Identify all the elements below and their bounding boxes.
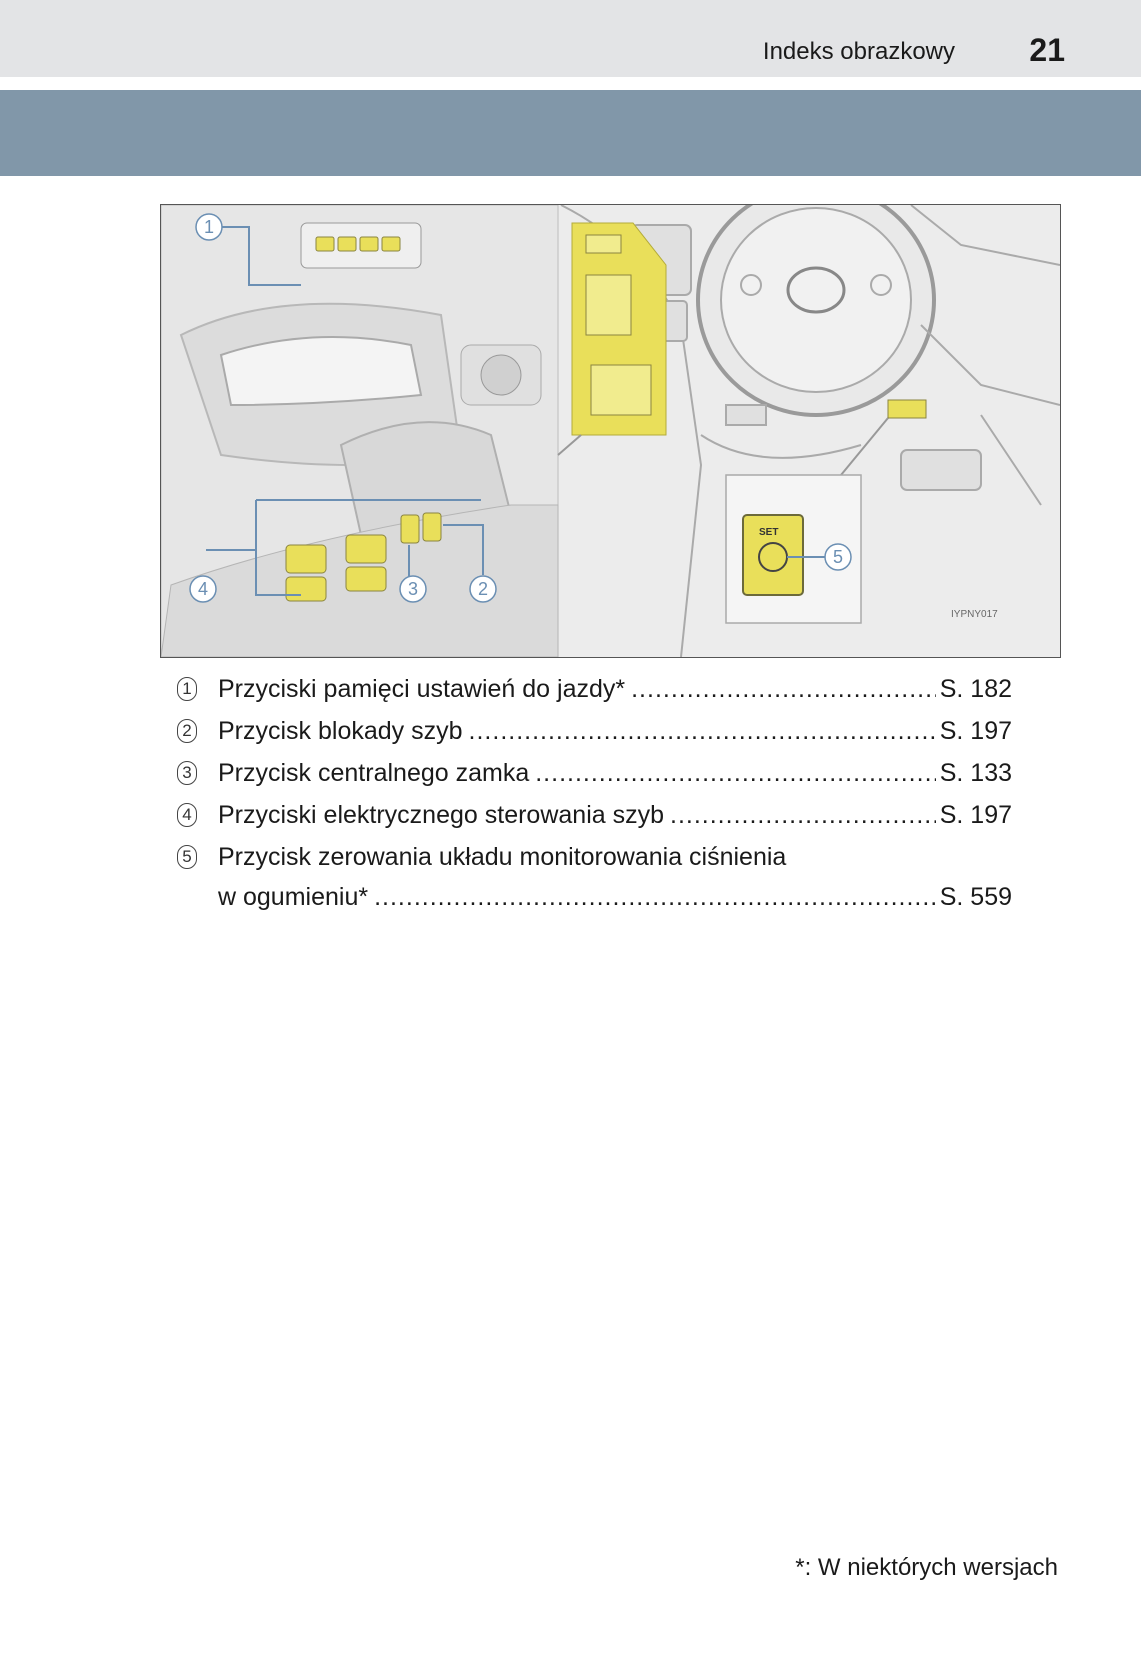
section-color-band <box>0 90 1141 176</box>
tpms-inset <box>726 475 861 623</box>
page-number: 21 <box>1029 32 1065 68</box>
page-reference[interactable]: S. 133 <box>939 759 1012 787</box>
footnote: *: W niektórych wersjach <box>795 1554 1058 1581</box>
item-label: Przycisk centralnego zamka <box>218 759 530 787</box>
item-number: 5 <box>177 845 197 869</box>
leader-dots <box>374 876 936 918</box>
item-number: 1 <box>177 677 197 701</box>
page-reference[interactable]: S. 197 <box>939 717 1012 745</box>
page-reference[interactable]: S. 559 <box>939 883 1012 911</box>
interior-illustration <box>160 204 1061 658</box>
item-label: Przyciski elektrycznego sterowania szyb <box>218 801 664 829</box>
top-header-bar <box>0 0 1141 77</box>
item-number: 4 <box>177 803 197 827</box>
set-button-label: SET <box>759 527 779 538</box>
list-item <box>177 668 1012 710</box>
list-item <box>177 794 1012 836</box>
section-title: Indeks obrazkowy <box>762 38 955 65</box>
highlight-door-switch <box>558 223 666 455</box>
item-number: 3 <box>177 761 197 785</box>
leader-dots <box>670 794 936 836</box>
door-panel-inset <box>161 205 558 657</box>
index-list <box>177 668 1012 916</box>
callout-2: 2 <box>477 579 489 599</box>
list-item <box>177 752 1012 794</box>
item-label: Przyciski pamięci ustawień do jazdy* <box>218 675 626 703</box>
list-item <box>177 710 1012 752</box>
list-item <box>177 836 1012 916</box>
leader-dots <box>631 668 936 710</box>
callout-5: 5 <box>832 547 844 567</box>
item-label: Przycisk blokady szyb <box>218 717 463 745</box>
page-reference[interactable]: S. 197 <box>939 801 1012 829</box>
item-label-line2: w ogumieniu* <box>218 883 369 911</box>
callout-4: 4 <box>197 579 209 599</box>
callout-1: 1 <box>203 217 215 237</box>
callout-3: 3 <box>407 579 419 599</box>
leader-dots <box>469 710 936 752</box>
page-reference[interactable]: S. 182 <box>939 675 1012 703</box>
item-number: 2 <box>177 719 197 743</box>
image-code: IYPNY017 <box>951 609 998 620</box>
item-label-line1: Przycisk zerowania układu monitorowania ciśnienia <box>218 843 787 871</box>
leader-dots <box>535 752 935 794</box>
